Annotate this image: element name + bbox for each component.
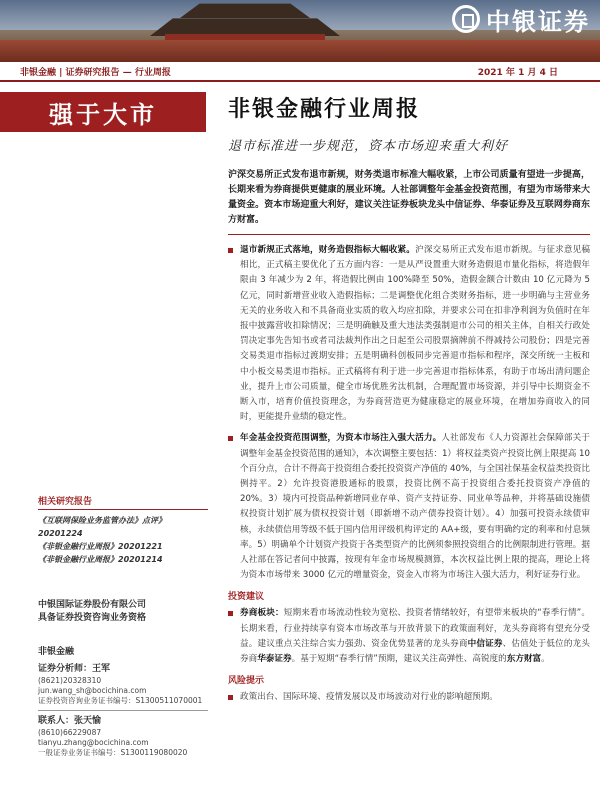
analyst-card [38,663,208,706]
related-report-item[interactable]: 《非银金融行业周报》20201214 [38,555,163,564]
company-qualification: 具备证券投资咨询业务资格 [38,613,147,623]
related-reports-header: 相关研究报告 [38,494,208,510]
bullet-body: 人社部发布《人力资源社会保障部关于调整年金基金投资范围的通知》，本次调整主要包括：1）将权益类资产投资比例上限提高 10 个百分点，合计不得高于投资组合委托投资资产净值的 40%，与全国社保基金权益类投资比例持平。2）允许投资港股通标的股票，投资比例不高于投资组合委托投资资产净值的 20%。3）境内可投资品种新增同业存单、资产支持证券、同业单等品种，并将基础设施债权投资计划扩展为债权投资计划（即新增不动产债券投资计划）。4）加强可投资永续债审核，永续债信用等级不低于国内信用评级机构评定的 AA+级，要有明确约定的利率和付息频率。5）明确单个计划资产投资于各类型资产的比例须参照投资组合的比例限制进行管理。据人社部在答记者问中披露，按现有年金市场规模测算，本次权益比例上限的提高，理论上将为资本市场带来 3000 亿元的增量资金，资金入市将为市场注入强大活力，利好证券行业。 [240,433,590,581]
analyst-phone: (8621)20328310 [38,676,102,685]
bullet-body: 。基于短期“春季行情”预期，建议关注高弹性、高锐度的 [291,654,507,665]
brand-logo [452,2,590,36]
analyst-email[interactable]: tianyu.zhang@bocichina.com [38,738,149,747]
analyst-sector: 非银金融 [38,647,75,657]
stock-highlight: 东方财富 [506,654,542,665]
brand-name: 中银证券 [486,7,590,36]
bullet-body: 、估值处于低位的龙头券商 [240,638,590,665]
bullet-lead: 券商板块： [240,608,284,619]
left-column [0,84,210,800]
report-summary: 沪深交易所正式发布退市新规，财务类退市标准大幅收紧，上市公司质量有望进一步提高，长期来看为券商提供更健康的展业环境。人社部调整年金基金投资范围，有望为市场带来大量资金。资本市场迎重大利好，建议关注证券板块龙头中信证券、华泰证券及互联网券商东方财富。 [228,170,590,225]
related-report-item[interactable]: 《互联网保险业务监管办法》点评》20201224 [38,516,166,538]
bullet-annuity [228,431,590,583]
stock-highlight: 中信证券 [467,638,503,649]
report-subtitle: 退市标准进一步规范，资本市场迎来重大利好 [228,139,509,154]
related-reports [38,494,208,566]
palace-wall [0,40,600,62]
analyst-name: 联系人：张天愉 [38,716,102,726]
bullet-risk [228,690,590,705]
bullet-lead: 退市新规正式落地，财务造假指标大幅收紧。 [240,245,416,255]
bullet-lead: 年金基金投资范围调整，为资本市场注入强大活力。 [240,433,442,444]
bullet-body: 政策出台、国际环境、疫情发展以及市场波动对行业的影响超预期。 [240,692,498,703]
bullet-brokerage [228,606,590,667]
bullet-delisting [228,243,590,425]
palace-upper-roof [180,2,310,18]
analyst-cert: 证券投资咨询业务证书编号：S1300511070001 [38,696,203,705]
company-name: 中银国际证券股份有限公司 [38,600,147,610]
boc-logo-icon [452,5,480,33]
bullet-body: 沪深交易所正式发布退市新规。与征求意见稿相比，正式稿主要优化了五方面内容：一是从严设置重大财务造假退市量化指标，将造假年限由 3 年减少为 2 年，将造假比例由 100%降至 50%，造假金额合计数由 10 亿元降为 5 亿元，同时新增营业收入造假指标；二是调整优化组合类财务指标，进一步明确与主营业务无关的业务收入和不具备商业实质的收入均应扣除，并要求公司在扣非净利润为负值时在年报中披露营收扣除情况；三是明确触及重大违法类强制退市公司的相关主体，自相关行政处罚决定事先告知书或者司法裁判作出之日起至公司股票摘牌前不得减持公司股份；四是完善交易类退市指标过渡期安排；五是明确科创板同步完善退市指标和程序，深交所统一主板和中小板交易类退市指标。正式稿将有利于进一步完善退市指标体系，有助于市场出清问题企业，提升上市公司质量，健全市场优胜劣汰机制，合理配置市场资源，并引导中长期资金不断入市，培育价值投资理念，为券商营造更为健康稳定的展业环境，在增加券商收入的同时，更能提升业绩的稳定性。 [240,245,590,423]
related-report-item[interactable]: 《非银金融行业周报》20201221 [38,542,163,551]
analyst-phone: (8610)66229087 [38,728,102,737]
header-banner [0,0,600,62]
risk-header: 风险提示 [228,676,265,687]
rating-badge: 强于大市 [0,92,206,132]
analyst-contacts [38,644,208,762]
report-topbar [0,62,600,82]
analyst-name: 证券分析师：王军 [38,664,111,674]
analyst-cert: 一般证券业务证书编号：S1300119080020 [38,748,188,757]
report-date: 2021 年 1 月 4 日 [477,67,558,78]
analyst-email[interactable]: jun.wang_sh@bocichina.com [38,686,147,695]
stock-highlight: 华泰证券 [257,654,292,665]
analyst-divider [38,710,208,711]
summary-divider [228,234,590,235]
analyst-card [38,715,208,758]
bullet-body: 。 [541,654,550,665]
bullet-body: 短期来看市场流动性较为宽松、投资者情绪较好，有望带来板块的“春季行情”。长期来看，行业持续享有资本市场改革与开放背景下的政策面利好，龙头券商将有望充分受益。建议重点关注综合实力强劲、资金优势显著的龙头券商 [240,608,590,649]
investment-header: 投资建议 [228,592,265,603]
report-title: 非银金融行业周报 [228,97,421,122]
breadcrumb: 非银金融 | 证券研究报告 — 行业周报 [20,67,171,78]
company-info [38,599,208,625]
main-content [228,84,590,711]
